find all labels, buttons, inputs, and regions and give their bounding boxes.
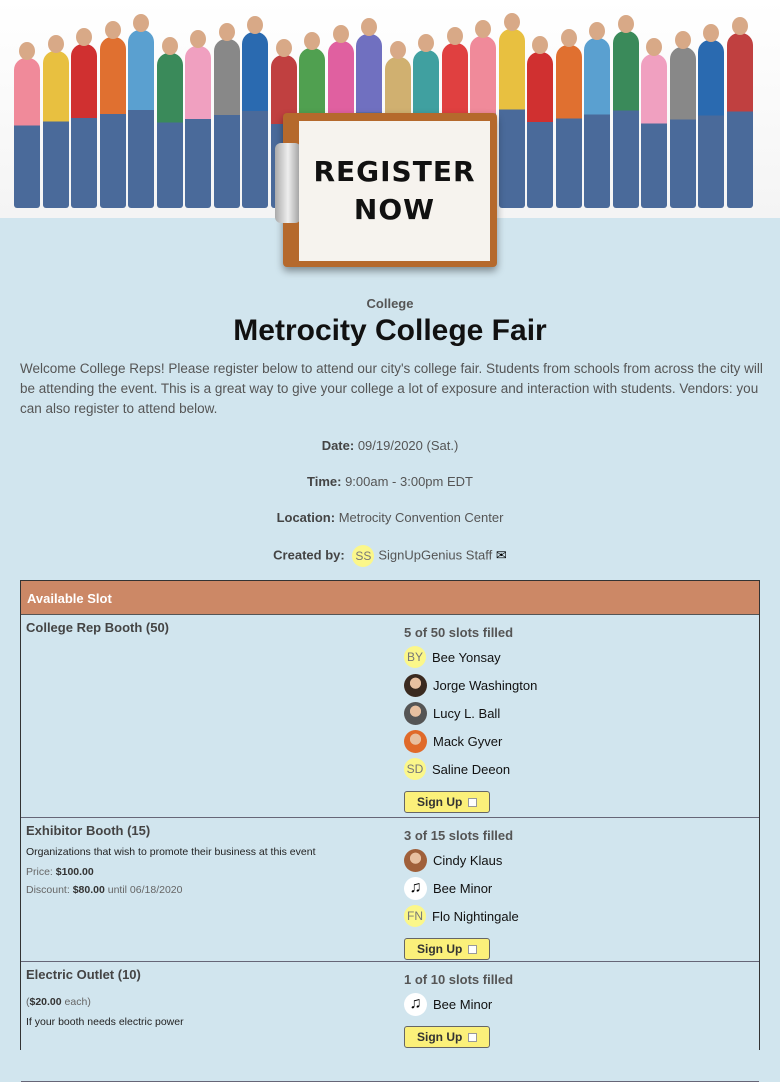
slot-price: ($20.00 each) bbox=[26, 996, 91, 1008]
participant bbox=[404, 902, 519, 930]
participant bbox=[404, 755, 537, 783]
student-figure bbox=[128, 30, 154, 208]
time-value: 9:00am - 3:00pm EDT bbox=[345, 474, 473, 489]
photo-avatar bbox=[404, 674, 427, 697]
signup-category: College bbox=[366, 296, 414, 311]
slot-row bbox=[21, 615, 759, 818]
participant bbox=[404, 643, 537, 671]
student-figure bbox=[185, 46, 211, 208]
student-head bbox=[532, 36, 548, 54]
student-figure bbox=[214, 39, 240, 208]
slot-price: Price: $100.00 bbox=[26, 866, 94, 878]
student-figure bbox=[71, 44, 97, 208]
student-head bbox=[475, 20, 491, 38]
participant-name: Lucy L. Ball bbox=[433, 705, 501, 721]
table-header: Available Slot bbox=[21, 581, 759, 615]
participant-name: Jorge Washington bbox=[433, 677, 538, 693]
slot-row bbox=[21, 962, 759, 1082]
clipboard-clip-icon bbox=[275, 143, 301, 223]
date-label: Date: bbox=[321, 438, 355, 453]
student-head bbox=[589, 22, 605, 40]
student-figure bbox=[242, 32, 268, 208]
sign-up-checkbox[interactable] bbox=[468, 1033, 477, 1042]
student-figure bbox=[527, 52, 553, 208]
initials-avatar: SD bbox=[404, 758, 426, 780]
slot-name: Electric Outlet (10) bbox=[26, 967, 141, 982]
student-head bbox=[247, 16, 263, 34]
page-title: Metrocity College Fair bbox=[233, 314, 547, 347]
initials-avatar: BY bbox=[404, 646, 426, 668]
student-figure bbox=[499, 29, 525, 208]
student-head bbox=[105, 21, 121, 39]
initials-avatar: FN bbox=[404, 905, 426, 927]
participant bbox=[404, 699, 537, 727]
student-head bbox=[361, 18, 377, 36]
sign-up-button[interactable] bbox=[404, 938, 490, 960]
banner-text-line2: NOW bbox=[353, 193, 436, 226]
envelope-icon[interactable]: ✉ bbox=[495, 547, 507, 563]
location-value: Metrocity Convention Center bbox=[338, 510, 504, 525]
student-figure bbox=[157, 53, 183, 208]
participant-name: Bee Minor bbox=[433, 996, 493, 1012]
student-head bbox=[618, 15, 634, 33]
sign-up-checkbox[interactable] bbox=[468, 945, 477, 954]
slots-filled-count: 1 of 10 slots filled bbox=[404, 972, 514, 987]
date-value: 09/19/2020 (Sat.) bbox=[357, 438, 459, 453]
sign-up-button[interactable] bbox=[404, 1026, 490, 1048]
student-figure bbox=[727, 33, 753, 208]
student-head bbox=[703, 24, 719, 42]
event-creator bbox=[0, 545, 780, 567]
photo-avatar bbox=[404, 730, 427, 753]
slot-name: College Rep Booth (50) bbox=[26, 620, 170, 635]
student-figure bbox=[613, 31, 639, 208]
photo-avatar bbox=[404, 849, 427, 872]
music-note-avatar-icon: ♫ bbox=[404, 877, 427, 900]
participant-name: Bee Yonsay bbox=[432, 649, 501, 665]
participant bbox=[404, 846, 519, 874]
slots-filled-count: 3 of 15 slots filled bbox=[404, 828, 514, 843]
student-head bbox=[304, 32, 320, 50]
student-head bbox=[219, 23, 235, 41]
slot-description: If your booth needs electric power bbox=[26, 1016, 184, 1028]
student-figure bbox=[556, 45, 582, 208]
location-label: Location: bbox=[276, 510, 336, 525]
slot-description: Organizations that wish to promote their business at this event bbox=[26, 846, 316, 858]
student-head bbox=[333, 25, 349, 43]
student-head bbox=[133, 14, 149, 32]
sign-up-label: Sign Up bbox=[417, 795, 463, 809]
sign-up-button[interactable] bbox=[404, 791, 490, 813]
student-head bbox=[504, 13, 520, 31]
creator-name: SignUpGenius Staff bbox=[378, 547, 493, 563]
slots-table bbox=[20, 580, 760, 1050]
sign-up-label: Sign Up bbox=[417, 942, 463, 956]
student-figure bbox=[43, 51, 69, 208]
slot-name: Exhibitor Booth (15) bbox=[26, 823, 151, 838]
participant bbox=[404, 727, 537, 755]
event-time bbox=[0, 474, 780, 489]
student-figure bbox=[670, 47, 696, 208]
student-figure bbox=[584, 38, 610, 208]
description: Welcome College Reps! Please register below to attend our city's college fair. Students from schools from across the city will be attending the event. This is a great way to give your college a lot of exposure and interaction with students. Vendors: you can also register to attend below. bbox=[20, 361, 763, 416]
music-note-avatar-icon: ♫ bbox=[404, 993, 427, 1016]
student-head bbox=[76, 28, 92, 46]
student-head bbox=[162, 37, 178, 55]
student-head bbox=[561, 29, 577, 47]
event-location bbox=[0, 510, 780, 525]
student-figure bbox=[14, 58, 40, 208]
student-head bbox=[48, 35, 64, 53]
student-head bbox=[190, 30, 206, 48]
student-head bbox=[732, 17, 748, 35]
event-date bbox=[0, 438, 780, 453]
participant-name: Flo Nightingale bbox=[432, 908, 519, 924]
student-head bbox=[276, 39, 292, 57]
participant bbox=[404, 874, 519, 902]
time-label: Time: bbox=[307, 474, 342, 489]
participant bbox=[404, 671, 537, 699]
student-head bbox=[19, 42, 35, 60]
student-head bbox=[646, 38, 662, 56]
participant bbox=[404, 990, 513, 1018]
slots-filled-count: 5 of 50 slots filled bbox=[404, 625, 514, 640]
student-head bbox=[418, 34, 434, 52]
student-head bbox=[390, 41, 406, 59]
participant-name: Mack Gyver bbox=[433, 733, 503, 749]
student-head bbox=[675, 31, 691, 49]
sign-up-label: Sign Up bbox=[417, 1030, 463, 1044]
photo-avatar bbox=[404, 702, 427, 725]
banner-text-line1: REGISTER bbox=[313, 155, 476, 188]
student-figure bbox=[698, 40, 724, 208]
student-head bbox=[447, 27, 463, 45]
creator-label: Created by: bbox=[273, 547, 345, 563]
student-figure bbox=[100, 37, 126, 208]
slot-row bbox=[21, 818, 759, 962]
participant-name: Saline Deeon bbox=[432, 761, 511, 777]
participant-name: Cindy Klaus bbox=[433, 852, 503, 868]
participant-name: Bee Minor bbox=[433, 880, 493, 896]
register-now-clipboard bbox=[283, 113, 497, 267]
student-figure bbox=[641, 54, 667, 208]
sign-up-checkbox[interactable] bbox=[468, 798, 477, 807]
creator-avatar: SS bbox=[352, 545, 374, 567]
slot-discount: Discount: $80.00 until 06/18/2020 bbox=[26, 884, 183, 896]
